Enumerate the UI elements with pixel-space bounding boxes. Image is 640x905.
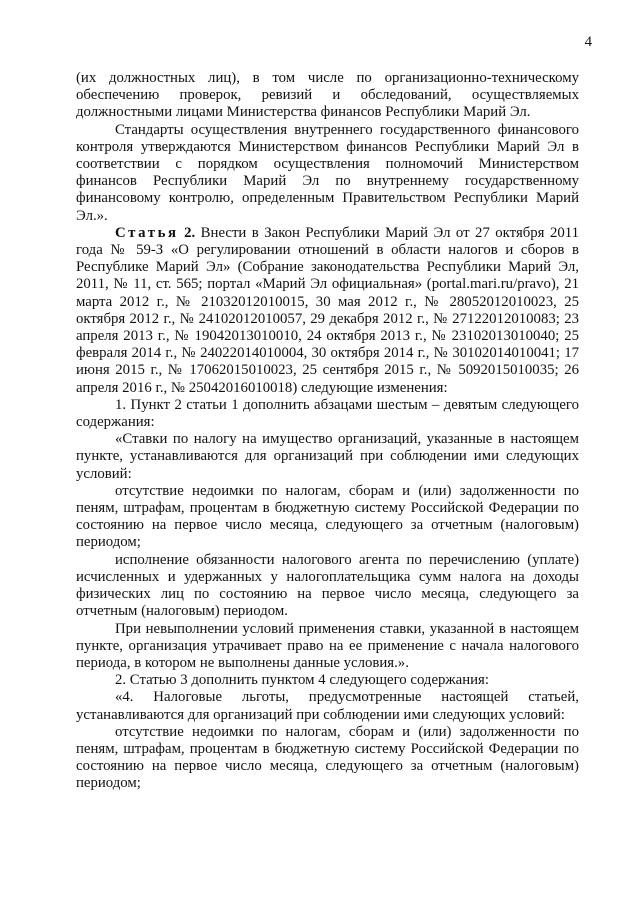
paragraph-continuation: (их должностных лиц), в том числе по организационно-техническому обеспечению проверок, ревизий и обследований, осуществляемых должностными лицами Министерства финансов Республики Марий Эл. — [76, 70, 579, 121]
paragraph-quote-benefits: «4. Налоговые льготы, предусмотренные настоящей статьей, устанавливаются для организаций при соблюдении ими следующих условий: — [76, 689, 579, 723]
paragraph-condition-arrears-2: отсутствие недоимки по налогам, сборам и (или) задолженности по пеням, штрафам, процентам в бюджетную систему Российской Федерации по состоянию на первое число месяца, следующего за отчетным (налоговым) периодом; — [76, 723, 579, 792]
paragraph-condition-tax-agent: исполнение обязанности налогового агента по перечислению (уплате) исчисленных и удержанных у налогоплательщика сумм налога на доходы физических лиц по состоянию на первое число месяца, следующего за отчетным (налоговым) периодом. — [76, 551, 579, 620]
article-text: Внести в Закон Республики Марий Эл от 27 октября 2011 года № 59-З «О регулировании отношений в области налогов и сборов в Республике Марий Эл» (Собрание законодательства Республики Марий Эл, 2011, № 11, ст. 565; портал «Марий Эл официальная» (portal.mari.ru/pravo), 21 марта 2012 г., № 21032012010015, 30 мая 2012 г., № 28052012010023, 25 октября 2012 г., № 24102012010057, 29 декабря 2012 г., № 27122012010083; 23 апреля 2013 г., № 19042013010010, 24 октября 2013 г., № 23102013010040; 25 февраля 2014 г., № 24022014010004, 30 октября 2014 г., № 30102014010041; 17 июня 2015 г., № 17062015010023, 25 сентября 2015 г., № 5092015010035; 26 апреля 2016 г., № 25042016010018) следующие изменения: — [76, 224, 579, 396]
article-heading: Статья — [115, 224, 179, 241]
paragraph-standards: Стандарты осуществления внутреннего государственного финансового контроля утверждаются Министерством финансов Республики Марий Эл в соответствии с порядком осуществления полномочий Министерством финансов Республики Марий Эл по внутреннему государственному финансовому контролю, определенным Правительством Республики Марий Эл.». — [76, 121, 579, 224]
paragraph-quote-rates: «Ставки по налогу на имущество организаций, указанные в настоящем пункте, устанавливаются для организаций при соблюдении ими следующих условий: — [76, 431, 579, 482]
paragraph-noncompliance: При невыполнении условий применения ставки, указанной в настоящем пункте, организация утрачивает право на ее применение с начала налогового периода, в котором не выполнены данные условия.». — [76, 620, 579, 671]
paragraph-item-1: 1. Пункт 2 статьи 1 дополнить абзацами шестым – девятым следующего содержания: — [76, 396, 579, 431]
paragraph-item-2: 2. Статью 3 дополнить пунктом 4 следующего содержания: — [115, 672, 489, 689]
page-number: 4 — [584, 34, 592, 50]
paragraph-article-2 — [76, 225, 579, 397]
paragraph-condition-arrears: отсутствие недоимки по налогам, сборам и (или) задолженности по пеням, штрафам, процентам в бюджетную систему Российской Федерации по состоянию на первое число месяца, следующего за отчетным (налоговым) периодом; — [76, 482, 579, 551]
article-number: 2. — [184, 224, 196, 241]
document-body — [76, 70, 579, 793]
